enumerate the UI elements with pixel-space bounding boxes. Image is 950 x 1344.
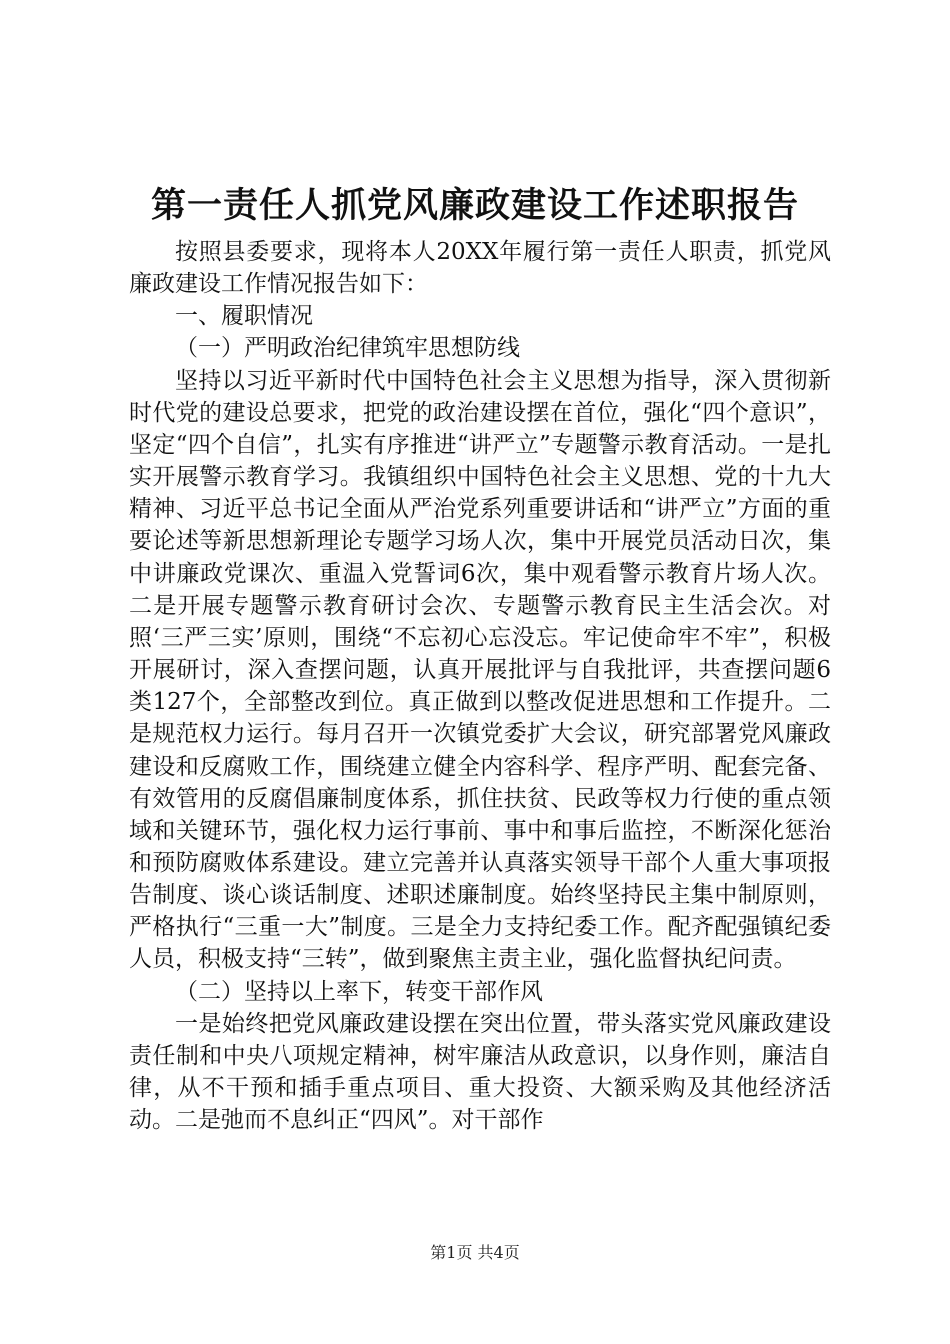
body-paragraph-2: 一是始终把党风廉政建设摆在突出位置，带头落实党风廉政建设责任制和中央八项规定精神，树牢廉洁从政意识，以身作则，廉洁自律，从不干预和插手重点项目、重大投资、大额采购及其他经济活动。二是弛而不息纠正“四风”。对干部作	[129, 1010, 831, 1134]
page-footer: 第1页 共4页	[430, 1243, 520, 1262]
section-heading-1: 一、履职情况	[175, 303, 313, 330]
intro-paragraph: 按照县委要求，现将本人20XX年履行第一责任人职责，抓党风廉政建设工作情况报告如下：	[129, 239, 831, 298]
body-paragraph-1: 坚持以习近平新时代中国特色社会主义思想为指导，深入贯彻新时代党的建设总要求，把党的政治建设摆在首位，强化“四个意识”，坚定“四个自信”，扎实有序推进“讲严立”专题警示教育活动。一是扎实开展警示教育学习。我镇组织中国特色社会主义思想、党的十九大精神、习近平总书记全面从严治党系列重要讲话和“讲严立”方面的重要论述等新思想新理论专题学习场人次，集中开展党员活动日次，集中讲廉政党课次、重温入党誓词6次，集中观看警示教育片场人次。二是开展专题警示教育研讨会次、专题警示教育民主生活会次。对照‘三严三实’原则，围绕“不忘初心忘没忘。牢记使命牢不牢”，积极开展研讨，深入查摆问题，认真开展批评与自我批评，共查摆问题6类127个，全部整改到位。真正做到以整改促进思想和工作提升。二是规范权力运行。每月召开一次镇党委扩大会议，研究部署党风廉政建设和反腐败工作，围绕建立健全内容科学、程序严明、配套完备、有效管用的反腐倡廉制度体系，抓住扶贫、民政等权力行使的重点领域和关键环节，强化权力运行事前、事中和事后监控，不断深化惩治和预防腐败体系建设。建立完善并认真落实领导干部个人重大事项报告制度、谈心谈话制度、述职述廉制度。始终坚持民主集中制原则，严格执行“三重一大”制度。三是全力支持纪委工作。配齐配强镇纪委人员，积极支持“三转”，做到聚焦主责主业，强化监督执纪问责。	[129, 367, 831, 973]
subsection-heading-1: （一）严明政治纪律筑牢思想防线	[175, 335, 520, 362]
document-body	[129, 236, 831, 1136]
document-title: 第一责任人抓党风廉政建设工作述职报告	[150, 185, 799, 226]
subsection-heading-2: （二）坚持以上率下，转变干部作风	[175, 978, 543, 1005]
